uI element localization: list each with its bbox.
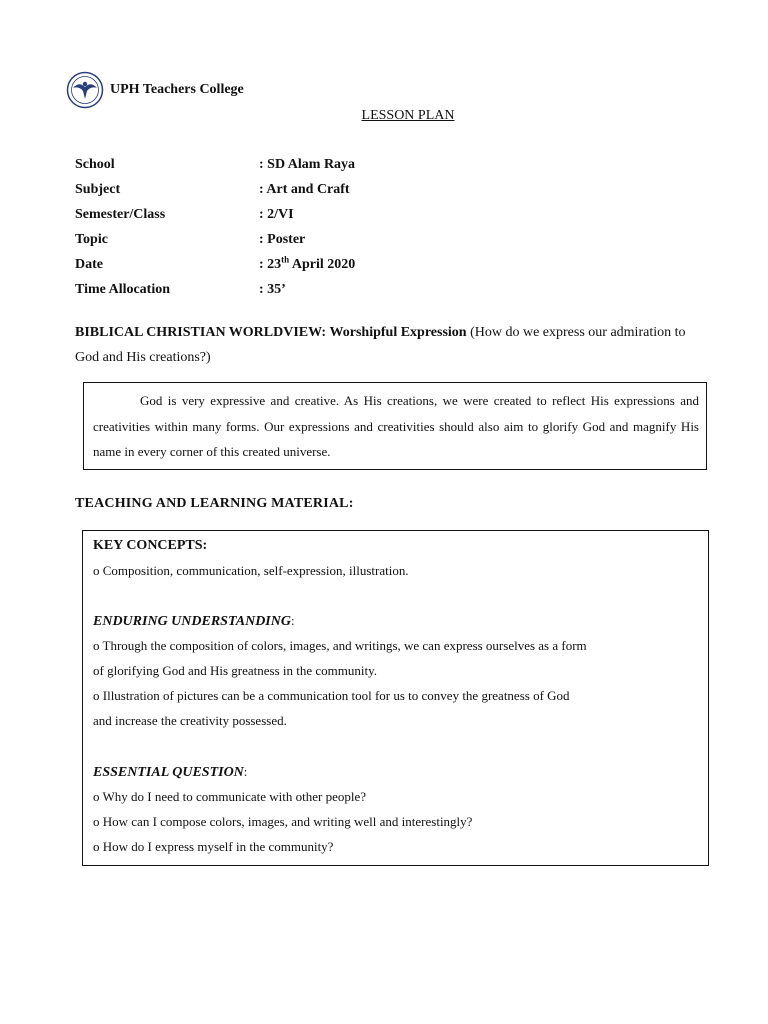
enduring-line: o Through the composition of colors, images, and writings, we can express ourselves as a form bbox=[93, 638, 587, 653]
enduring-understanding-heading bbox=[93, 613, 295, 630]
enduring-colon: : bbox=[290, 613, 295, 628]
enduring-line: o Illustration of pictures can be a communication tool for us to convey the greatness of God bbox=[93, 688, 570, 703]
school-value: : SD Alam Raya bbox=[259, 157, 356, 172]
date-value bbox=[259, 254, 356, 273]
worldview-heading bbox=[75, 320, 695, 370]
date-label: Date bbox=[75, 257, 103, 272]
key-concepts-heading: KEY CONCEPTS: bbox=[93, 538, 208, 553]
semester-class-value: : 2/VI bbox=[259, 207, 294, 222]
date-month-year: April 2020 bbox=[289, 257, 356, 272]
enduring-line: of glorifying God and His greatness in the community. bbox=[93, 663, 378, 678]
college-logo-icon bbox=[66, 71, 104, 109]
worldview-text: God is very expressive and creative. As His creations, we were created to reflect His expressions and creativities within many forms. Our expressions and creativities should also aim to glorify God and magnify His name in every corner of this created universe. bbox=[93, 393, 699, 459]
enduring-heading-text: ENDURING UNDERSTANDING bbox=[93, 614, 291, 629]
date-ordinal: th bbox=[281, 254, 290, 265]
time-allocation-label: Time Allocation bbox=[75, 282, 171, 297]
topic-label: Topic bbox=[75, 232, 108, 247]
date-day: : 23 bbox=[259, 257, 282, 272]
subject-label: Subject bbox=[75, 182, 121, 197]
lesson-plan-title: LESSON PLAN bbox=[361, 108, 455, 123]
worldview-question: (How do we express our admiration to God and His creations?) bbox=[75, 325, 686, 365]
time-allocation-value: : 35’ bbox=[259, 282, 286, 297]
semester-class-label: Semester/Class bbox=[75, 207, 166, 222]
worldview-label: BIBLICAL CHRISTIAN WORLDVIEW: bbox=[75, 325, 327, 340]
essential-question-line: o How can I compose colors, images, and writing well and interestingly? bbox=[93, 814, 473, 829]
school-label: School bbox=[75, 157, 115, 172]
page-title bbox=[0, 108, 768, 124]
material-heading: TEACHING AND LEARNING MATERIAL: bbox=[75, 496, 354, 511]
subject-value: : Art and Craft bbox=[259, 182, 350, 197]
key-concepts-text: o Composition, communication, self-expression, illustration. bbox=[93, 563, 409, 578]
essential-question-heading bbox=[93, 764, 247, 781]
essential-question-line: o Why do I need to communicate with other people? bbox=[93, 789, 367, 804]
material-box bbox=[82, 530, 709, 866]
enduring-line: and increase the creativity possessed. bbox=[93, 713, 287, 728]
essential-heading-text: ESSENTIAL QUESTION bbox=[93, 765, 244, 780]
essential-colon: : bbox=[243, 764, 248, 779]
topic-value: : Poster bbox=[259, 232, 306, 247]
college-name: UPH Teachers College bbox=[110, 82, 244, 97]
worldview-theme: Worshipful Expression bbox=[329, 325, 467, 340]
worldview-box bbox=[83, 382, 707, 470]
essential-question-line: o How do I express myself in the community? bbox=[93, 839, 334, 854]
